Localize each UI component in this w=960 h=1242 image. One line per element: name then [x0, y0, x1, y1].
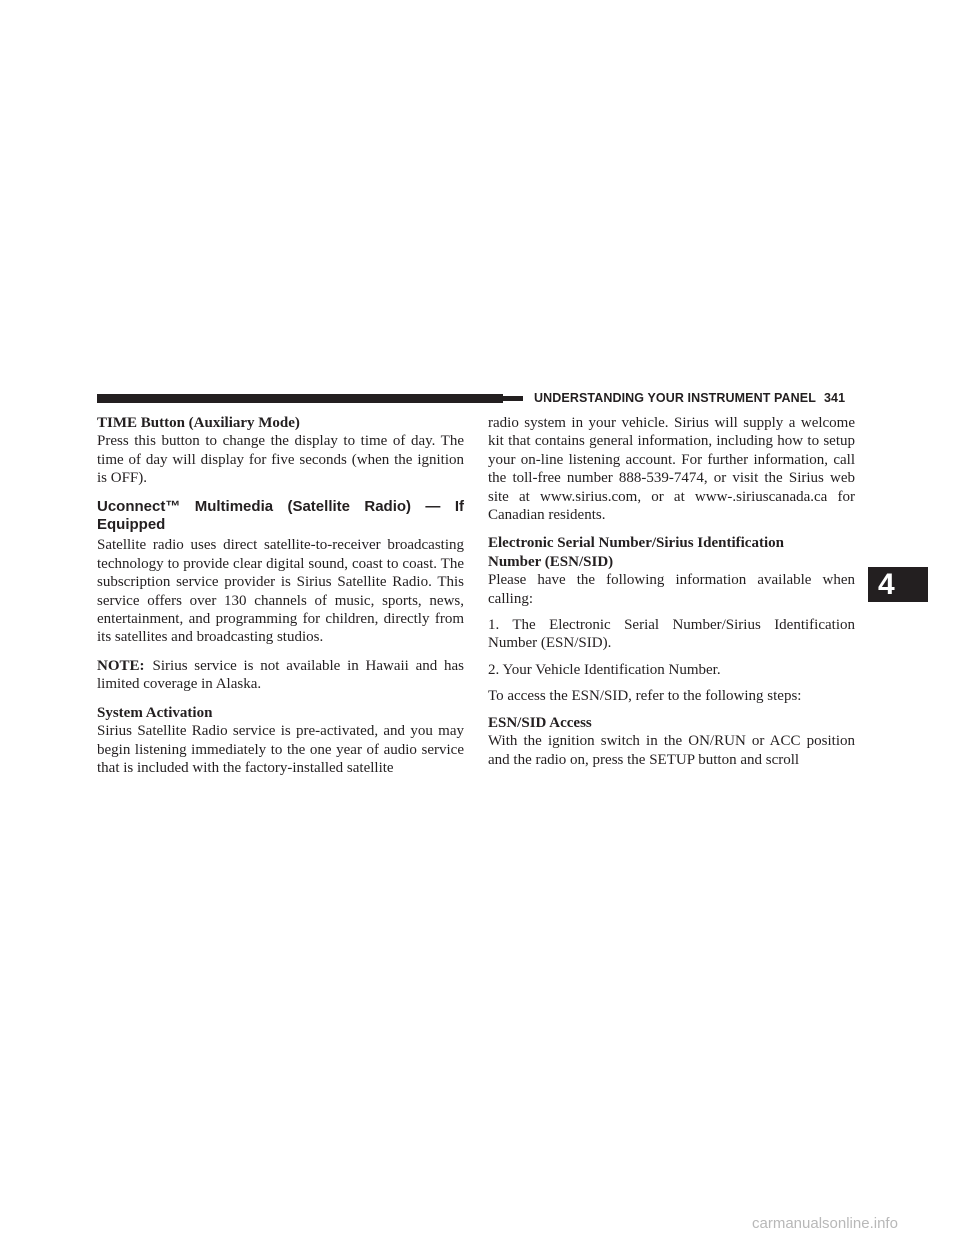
esn-intro: Please have the following information available when calling: [488, 572, 855, 607]
note-paragraph [97, 657, 464, 694]
left-column [97, 414, 464, 777]
note-body: Sirius service is not available in Hawaii and has limited coverage in Alaska. [97, 657, 464, 693]
header-rule [97, 394, 503, 403]
uconnect-body: Satellite radio uses direct satellite-to-receiver broadcasting technology to provide clear digital sound, coast to coast. The subscription service provider is Sirius Satellite Radio. This service offers over 130 channels of music, sports, news, entertainment, and programming for children, directly from its satellites and broadcasting studios. [97, 537, 464, 646]
esn-access-heading: ESN/SID Access [488, 714, 592, 731]
chapter-tab: 4 [868, 567, 928, 602]
right-column [488, 414, 855, 769]
esn-heading: Electronic Serial Number/Sirius Identification Number (ESN/SID) [488, 535, 784, 570]
system-activation-body: Sirius Satellite Radio service is pre-activated, and you may begin listening immediately to the one year of audio service that is included with the factory-installed satellite [97, 723, 464, 776]
system-activation-heading: System Activation [97, 704, 213, 721]
note-label: NOTE: [97, 657, 145, 674]
esn-access-body: With the ignition switch in the ON/RUN or ACC position and the radio on, press the SETUP button and scroll [488, 733, 855, 768]
header-rule-end [503, 396, 523, 401]
watermark: carmanualsonline.info [752, 1215, 898, 1232]
esn-steps: To access the ESN/SID, refer to the following steps: [488, 688, 802, 705]
running-head [534, 391, 845, 405]
activation-continued: radio system in your vehicle. Sirius will supply a welcome kit that contains general information, including how to setup your on-line listening account. For further information, call the toll-free number 888-539-7474, or visit the Sirius web site at www.sirius.com, or at www-.siriuscanada.ca for Canadian residents. [488, 415, 855, 524]
running-title: UNDERSTANDING YOUR INSTRUMENT PANEL [534, 391, 816, 405]
page-number: 341 [823, 391, 846, 405]
esn-item-1: 1. The Electronic Serial Number/Sirius Identification Number (ESN/SID). [488, 617, 855, 652]
time-button-heading: TIME Button (Auxiliary Mode) [97, 415, 300, 431]
time-button-body: Press this button to change the display to time of day. The time of day will display for five seconds (when the ignition is OFF). [97, 433, 464, 487]
uconnect-heading: Uconnect™ Multimedia (Satellite Radio) — If Equipped [97, 497, 464, 534]
esn-item-2: 2. Your Vehicle Identification Number. [488, 661, 721, 678]
